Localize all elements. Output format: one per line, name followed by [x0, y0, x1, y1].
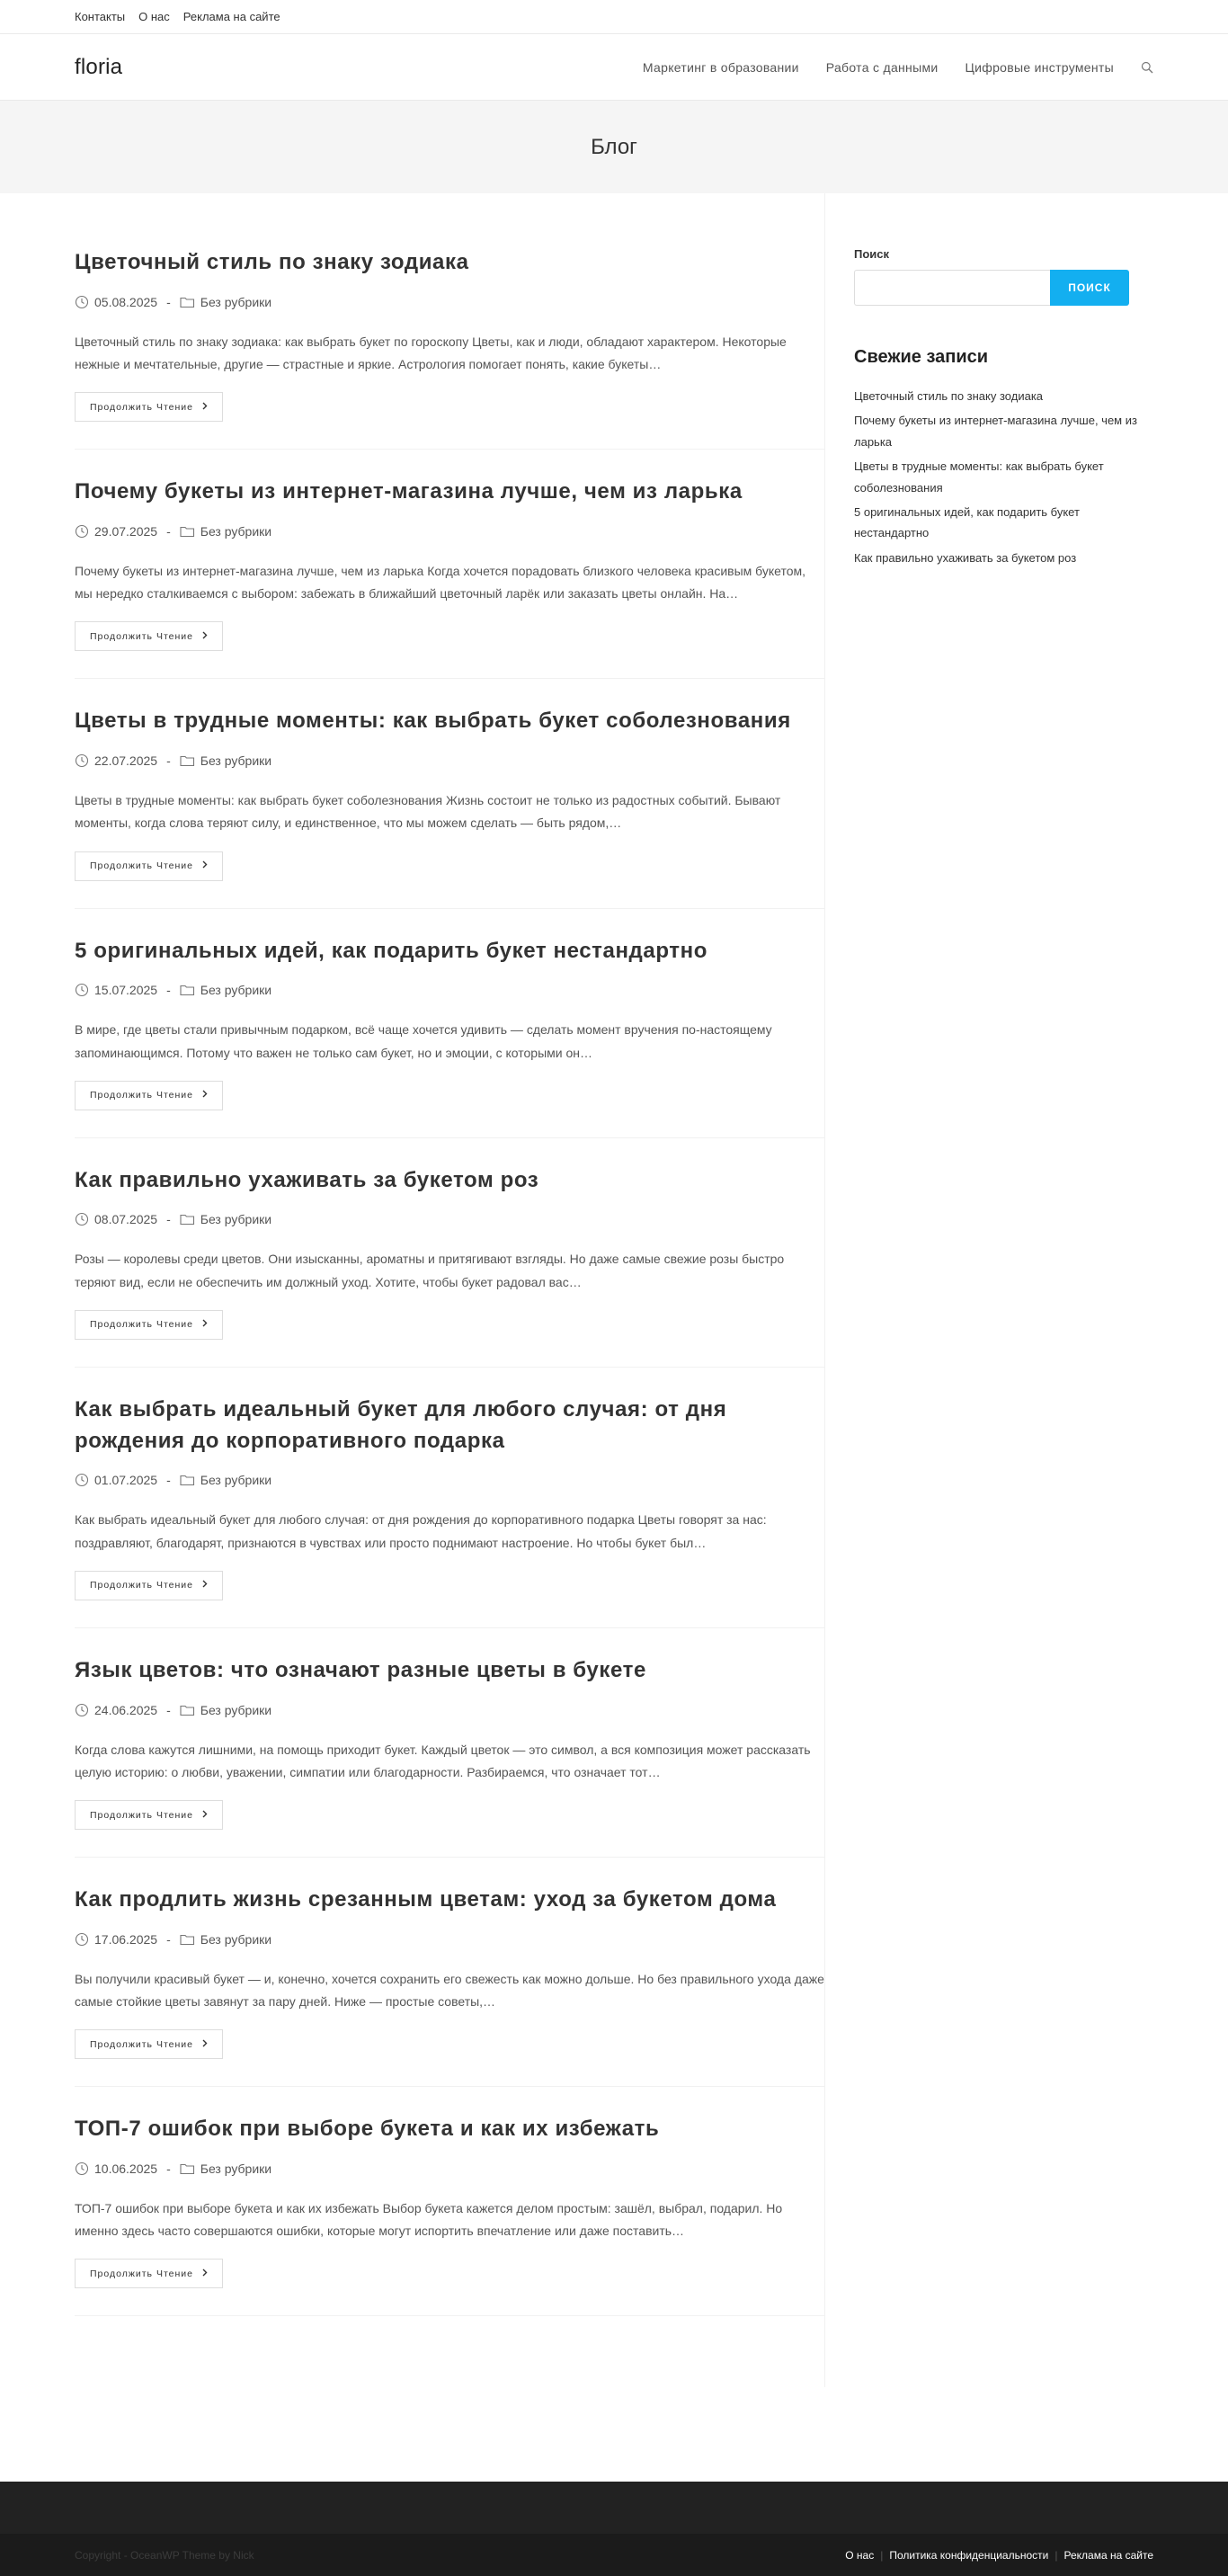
post-excerpt: Когда слова кажутся лишними, на помощь приходит букет. Каждый цветок — это символ, а вся композиция может рассказать целую историю: о любви, уважении, симпатии или благодарности. Разбираемся, что означает тот…: [75, 1742, 811, 1779]
post-excerpt: Вы получили красивый букет — и, конечно, хочется сохранить его свежесть как можно дольше. Но без правильного ухода даже самые стойкие цветы завянут за пару дней. Ниже — простые советы,…: [75, 1971, 824, 2009]
post-title[interactable]: Почему букеты из интернет-магазина лучше, чем из ларька: [75, 479, 743, 504]
site-logo[interactable]: floria: [75, 55, 123, 79]
blog-post: [75, 2114, 824, 2316]
clock-icon: [75, 753, 89, 768]
post-title[interactable]: Как выбрать идеальный букет для любого случая: от дня рождения до корпоративного подарка: [75, 1396, 727, 1453]
chevron-right-icon: [202, 860, 208, 871]
recent-post-item: [854, 386, 1153, 406]
footer-menu: [845, 2549, 1153, 2562]
meta-separator: -: [166, 523, 171, 539]
top-bar-menu: [75, 0, 1153, 32]
chevron-right-icon: [202, 402, 208, 413]
page-title: Блог: [591, 134, 637, 159]
folder-icon: [180, 1213, 195, 1226]
post-excerpt: ТОП-7 ошибок при выборе букета и как их избежать Выбор букета кажется делом простым: зашёл, выбрал, подарил. Но именно здесь часто совершаются ошибки, которые могут испортить впечатление или даже поставить…: [75, 2200, 783, 2239]
footer-separator: |: [1054, 2548, 1058, 2562]
recent-posts-widget: [854, 347, 1153, 568]
read-more-button[interactable]: [75, 2029, 223, 2059]
post-excerpt: Розы — королевы среди цветов. Они изысканны, ароматны и притягивают взгляды. Но даже самые свежие розы быстро теряют вид, если не обеспечить им должный уход. Хотите, чтобы букет радовал вас…: [75, 1252, 785, 1289]
meta-separator: -: [166, 1931, 171, 1947]
clock-icon: [75, 524, 89, 539]
read-more-button[interactable]: [75, 392, 223, 422]
post-category[interactable]: Без рубрики: [200, 983, 272, 998]
post-excerpt: Как выбрать идеальный букет для любого случая: от дня рождения до корпоративного подарка Цветы говорят за нас: поздравляют, благодарят, признаются в чувствах или просто поднимают настроение. Но чтобы букет был…: [75, 1512, 767, 1550]
recent-posts-list: [854, 386, 1153, 568]
meta-separator: -: [166, 1702, 171, 1717]
top-link-about[interactable]: О нас: [138, 9, 170, 23]
recent-posts-title: Свежие записи: [854, 347, 989, 367]
footer-link-about[interactable]: О нас: [845, 2548, 875, 2562]
chevron-right-icon: [202, 2039, 208, 2050]
meta-separator: -: [166, 294, 171, 309]
post-meta: [75, 1473, 824, 1487]
footer-link-privacy[interactable]: Политика конфиденциальности: [889, 2548, 1049, 2562]
post-category[interactable]: Без рубрики: [200, 294, 272, 309]
recent-post-link[interactable]: 5 оригинальных идей, как подарить букет нестандартно: [854, 504, 1080, 540]
search-widget: [854, 247, 1153, 306]
post-meta: [75, 524, 824, 539]
post-excerpt: Цветочный стиль по знаку зодиака: как выбрать букет по гороскопу Цветы, как и люди, обладают характером. Некоторые нежные и мечтательные, другие — страстные и яркие. Астрология помогает понять, какие букеты…: [75, 334, 787, 371]
clock-icon: [75, 1932, 89, 1947]
footer-link-advertising[interactable]: Реклама на сайте: [1063, 2548, 1153, 2562]
recent-post-item: [854, 548, 1153, 568]
blog-post: [75, 1165, 824, 1368]
recent-post-link[interactable]: Как правильно ухаживать за букетом роз: [854, 550, 1077, 565]
post-category[interactable]: Без рубрики: [200, 1473, 272, 1488]
post-category[interactable]: Без рубрики: [200, 523, 272, 539]
chevron-right-icon: [202, 1810, 208, 1821]
read-more-button[interactable]: [75, 1571, 223, 1600]
meta-separator: -: [166, 983, 171, 998]
post-title[interactable]: ТОП-7 ошибок при выборе букета и как их избежать: [75, 2117, 660, 2142]
page-header: [0, 101, 1228, 193]
blog-post: [75, 936, 824, 1138]
folder-icon: [180, 525, 195, 538]
chevron-right-icon: [202, 1090, 208, 1101]
read-more-button[interactable]: [75, 1310, 223, 1340]
search-widget-title: Поиск: [854, 247, 890, 261]
recent-post-item: [854, 502, 1153, 544]
post-date: 22.07.2025: [94, 753, 158, 769]
read-more-label: Продолжить Чтение: [90, 1580, 193, 1591]
post-meta: [75, 2162, 824, 2176]
read-more-label: Продолжить Чтение: [90, 2268, 193, 2279]
footer-separator: |: [880, 2548, 884, 2562]
post-title[interactable]: 5 оригинальных идей, как подарить букет нестандартно: [75, 938, 707, 963]
read-more-label: Продолжить Чтение: [90, 2038, 193, 2050]
post-meta: [75, 1212, 824, 1226]
recent-post-link[interactable]: Цветы в трудные моменты: как выбрать букет соболезнования: [854, 459, 1104, 495]
recent-post-item: [854, 456, 1153, 498]
post-category[interactable]: Без рубрики: [200, 1212, 272, 1227]
meta-separator: -: [166, 1473, 171, 1488]
clock-icon: [75, 1212, 89, 1226]
read-more-button[interactable]: [75, 621, 223, 651]
post-title[interactable]: Цветочный стиль по знаку зодиака: [75, 250, 469, 274]
post-date: 01.07.2025: [94, 1473, 158, 1488]
clock-icon: [75, 983, 89, 997]
meta-separator: -: [166, 1212, 171, 1227]
post-category[interactable]: Без рубрики: [200, 1702, 272, 1717]
post-excerpt: В мире, где цветы стали привычным подарком, всё чаще хочется удивить — сделать момент вручения по-настоящему запоминающимся. Потому что важен не только сам букет, но и эмоции, с которыми он…: [75, 1022, 772, 1060]
post-title[interactable]: Цветы в трудные моменты: как выбрать букет соболезнования: [75, 709, 791, 734]
blog-post: [75, 1885, 824, 2087]
recent-post-link[interactable]: Цветочный стиль по знаку зодиака: [854, 389, 1044, 403]
folder-icon: [180, 296, 195, 308]
post-title[interactable]: Язык цветов: что означают разные цветы в букете: [75, 1657, 646, 1682]
post-date: 08.07.2025: [94, 1212, 158, 1227]
blog-post: [75, 1655, 824, 1858]
read-more-button[interactable]: [75, 1081, 223, 1110]
read-more-label: Продолжить Чтение: [90, 630, 193, 642]
post-meta: [75, 983, 824, 997]
site-footer: [0, 2534, 1228, 2576]
recent-post-link[interactable]: Почему букеты из интернет-магазина лучше, чем из ларька: [854, 414, 1137, 449]
clock-icon: [75, 295, 89, 309]
search-icon[interactable]: [1141, 61, 1153, 74]
post-date: 05.08.2025: [94, 294, 158, 309]
main-nav: [643, 60, 1153, 75]
blog-post: [75, 477, 824, 679]
chevron-right-icon: [202, 1580, 208, 1591]
post-meta: [75, 753, 824, 768]
clock-icon: [75, 1473, 89, 1487]
sidebar: [824, 193, 1153, 2387]
blog-content: [75, 193, 824, 2387]
post-date: 29.07.2025: [94, 523, 158, 539]
blog-post: [75, 706, 824, 908]
chevron-right-icon: [202, 2268, 208, 2279]
top-link-advertising[interactable]: Реклама на сайте: [182, 9, 280, 23]
folder-icon: [180, 2162, 195, 2175]
meta-separator: -: [166, 753, 171, 769]
site-header: [0, 34, 1228, 101]
post-title[interactable]: Как продлить жизнь срезанным цветам: уход за букетом дома: [75, 1887, 777, 1912]
footer-widgets: [0, 2482, 1228, 2534]
post-category[interactable]: Без рубрики: [200, 2161, 272, 2176]
search-input[interactable]: [854, 270, 1050, 306]
post-excerpt: Цветы в трудные моменты: как выбрать букет соболезнования Жизнь состоит не только из радостных событий. Бывают моменты, когда слова теряют силу, и единственное, что мы можем сделать — быть рядом,…: [75, 793, 781, 831]
read-more-label: Продолжить Чтение: [90, 401, 193, 413]
read-more-label: Продолжить Чтение: [90, 1319, 193, 1331]
recent-post-item: [854, 410, 1153, 452]
post-meta: [75, 1932, 824, 1947]
chevron-right-icon: [202, 631, 208, 642]
read-more-button[interactable]: [75, 851, 223, 881]
read-more-button[interactable]: [75, 2259, 223, 2288]
folder-icon: [180, 1704, 195, 1716]
blog-post: [75, 247, 824, 450]
top-link-contacts[interactable]: Контакты: [75, 9, 126, 23]
folder-icon: [180, 754, 195, 767]
nav-item-marketing[interactable]: Маркетинг в образовании: [642, 60, 799, 75]
search-button[interactable]: ПОИСК: [1050, 270, 1129, 306]
post-meta: [75, 1703, 824, 1717]
chevron-right-icon: [202, 1319, 208, 1330]
search-form: [854, 270, 1153, 306]
post-category[interactable]: Без рубрики: [200, 1931, 272, 1947]
post-date: 17.06.2025: [94, 1931, 158, 1947]
post-meta: [75, 295, 824, 309]
post-date: 10.06.2025: [94, 2161, 158, 2176]
read-more-label: Продолжить Чтение: [90, 1090, 193, 1101]
post-category[interactable]: Без рубрики: [200, 753, 272, 769]
folder-icon: [180, 1474, 195, 1486]
post-date: 24.06.2025: [94, 1702, 158, 1717]
meta-separator: -: [166, 2161, 171, 2176]
read-more-button[interactable]: [75, 1800, 223, 1830]
clock-icon: [75, 2162, 89, 2176]
post-title[interactable]: Как правильно ухаживать за букетом роз: [75, 1167, 539, 1192]
folder-icon: [180, 984, 195, 996]
read-more-label: Продолжить Чтение: [90, 1809, 193, 1821]
copyright: Copyright - OceanWP Theme by Nick: [75, 2548, 254, 2562]
folder-icon: [180, 1933, 195, 1946]
blog-post: [75, 1395, 824, 1628]
post-excerpt: Почему букеты из интернет-магазина лучше, чем из ларька Когда хочется порадовать близкого человека красивым букетом, мы нередко сталкиваемся с выбором: забежать в ближайший цветочный ларёк или заказать цветы онлайн. На…: [75, 563, 806, 602]
nav-item-data[interactable]: Работа с данными: [825, 60, 939, 75]
post-date: 15.07.2025: [94, 983, 158, 998]
nav-item-digital-tools[interactable]: Цифровые инструменты: [965, 60, 1114, 75]
read-more-label: Продолжить Чтение: [90, 860, 193, 872]
main-container: [75, 193, 1153, 2387]
top-bar: [0, 0, 1228, 34]
clock-icon: [75, 1703, 89, 1717]
